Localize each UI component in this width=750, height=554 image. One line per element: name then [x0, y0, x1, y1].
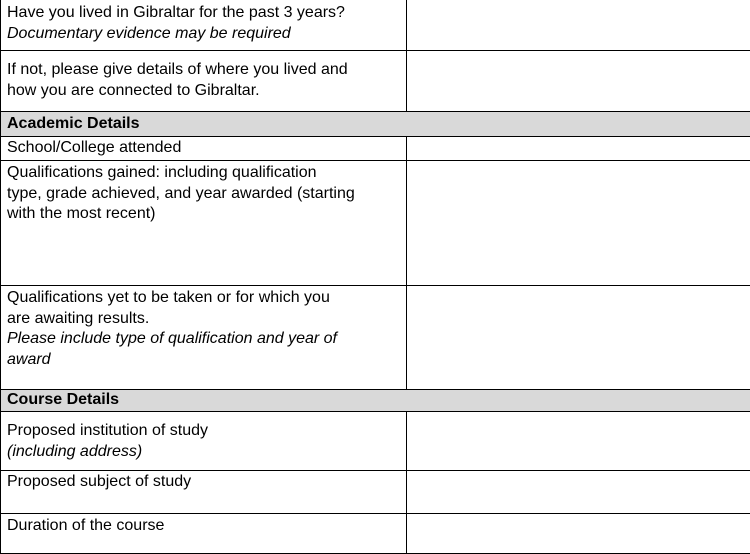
course-duration-label: Duration of the course [1, 514, 407, 554]
where-lived-answer-field[interactable] [407, 51, 750, 112]
qualifications-gained-line1: Qualifications gained: including qualification [7, 163, 400, 184]
section-header-row [1, 112, 750, 137]
row-label [1, 161, 407, 286]
form-row [1, 286, 750, 390]
row-label [1, 0, 407, 51]
row-label [1, 412, 407, 471]
qualifications-pending-note-line2: award [7, 350, 400, 371]
course-details-heading: Course Details [1, 390, 750, 412]
where-lived-question-line1: If not, please give details of where you lived and [7, 60, 400, 81]
qualifications-gained-line3: with the most recent) [7, 204, 400, 225]
qualifications-pending-line2: are awaiting results. [7, 309, 400, 330]
course-duration-field[interactable] [407, 514, 750, 554]
lived-gibraltar-question: Have you lived in Gibraltar for the past 3 years? [7, 3, 400, 24]
lived-gibraltar-answer-field[interactable] [407, 0, 750, 51]
proposed-institution-note: (including address) [7, 442, 400, 463]
school-attended-label: School/College attended [1, 137, 407, 161]
form-row [1, 161, 750, 286]
qualifications-pending-note-line1: Please include type of qualification and year of [7, 329, 400, 350]
proposed-institution-field[interactable] [407, 412, 750, 471]
school-attended-field[interactable] [407, 137, 750, 161]
qualifications-gained-field[interactable] [407, 161, 750, 286]
form-row [1, 137, 750, 161]
academic-details-heading: Academic Details [1, 112, 750, 137]
qualifications-gained-line2: type, grade achieved, and year awarded (starting [7, 184, 400, 205]
qualifications-pending-field[interactable] [407, 286, 750, 390]
row-label [1, 51, 407, 112]
form-row [1, 514, 750, 554]
where-lived-question-line2: how you are connected to Gibraltar. [7, 81, 400, 102]
form-row [1, 51, 750, 112]
qualifications-pending-line1: Qualifications yet to be taken or for which you [7, 288, 400, 309]
form-row [1, 0, 750, 51]
form-row [1, 412, 750, 471]
evidence-note: Documentary evidence may be required [7, 24, 400, 45]
row-label [1, 286, 407, 390]
proposed-subject-field[interactable] [407, 471, 750, 514]
form-row [1, 471, 750, 514]
proposed-institution-label: Proposed institution of study [7, 421, 400, 442]
section-header-row [1, 390, 750, 412]
proposed-subject-label: Proposed subject of study [1, 471, 407, 514]
